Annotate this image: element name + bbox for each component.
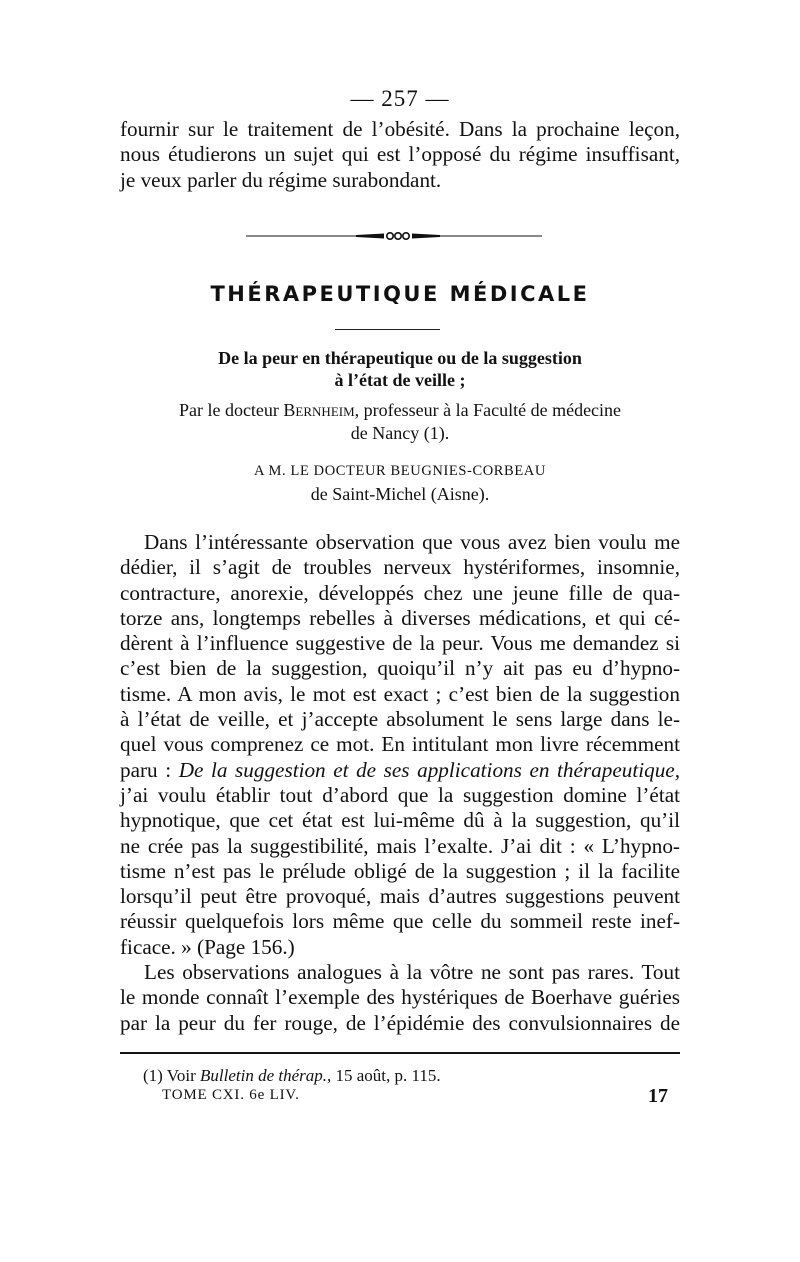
text-line: torze ans, longtemps rebelles à diverses médications, et qui cé- (120, 605, 680, 630)
intro-paragraph (120, 117, 680, 193)
author-name: Bernheim (283, 400, 355, 420)
text-line: hypnotique, que cet état est lui-même dû à la suggestion, qu’il (120, 808, 680, 833)
article-title-continued: à l’état de veille ; (334, 370, 466, 390)
text-line: à l’état de veille, et j’accepte absolument le sens large dans le- (120, 707, 680, 732)
text-line: fournir sur le traitement de l’obésité. Dans la prochaine leçon, (120, 117, 680, 141)
footnote-suffix: , 15 août, p. 115. (327, 1066, 441, 1085)
text-line: nous étudierons un sujet qui est l’opposé du régime insuffisant, (120, 142, 680, 167)
text-line: ne crée pas la suggestibilité, mais l’exalte. J’ai dit : « L’hypno- (120, 833, 680, 858)
text-line: dèrent à l’influence suggestive de la peur. Vous me demandez si (120, 631, 680, 656)
text-line: lorsqu’il peut être provoqué, mais d’autres suggestions peuvent (120, 884, 680, 909)
body-paragraph-1 (120, 530, 680, 1036)
tome-line: TOME CXI. 6e LIV. (162, 1087, 300, 1103)
text-line: ficace. » (Page 156.) (120, 934, 295, 959)
divider (335, 329, 440, 330)
book-title: De la suggestion et de ses applications en thérapeutique, (178, 757, 680, 782)
page-number: — 257 — (350, 86, 450, 111)
ornament-divider-icon (246, 232, 542, 240)
byline-suffix: , professeur à la Faculté de médecine (354, 400, 622, 420)
footnote-prefix: (1) Voir (143, 1066, 200, 1085)
text-line: réussir quelquefois lors même que celle du sommeil reste inef- (120, 909, 680, 934)
text-line-with-book-title (120, 758, 680, 783)
dedication-place: de Saint-Michel (Aisne). (310, 484, 490, 504)
byline (0, 400, 800, 421)
signature-mark: 17 (648, 1085, 668, 1107)
text-line: contracture, anorexie, développés chez une jeune fille de qua- (120, 580, 680, 605)
text-fragment: paru : (120, 757, 179, 782)
text-line: tisme n’est pas le prélude obligé de la suggestion ; il la facilite (120, 858, 680, 883)
article-title: De la peur en thérapeutique ou de la suggestion (218, 348, 582, 368)
text-line: quel vous comprenez ce mot. En intitulant mon livre récemment (120, 732, 680, 757)
text-line: j’ai voulu établir tout d’abord que la suggestion domine l’état (120, 782, 680, 807)
text-line: par la peur du fer rouge, de l’épidémie des convulsionnaires de (120, 1010, 680, 1035)
section-title: THÉRAPEUTIQUE MÉDICALE (210, 282, 590, 306)
text-line: dédier, il s’agit de troubles nerveux hystériformes, insomnie, (120, 555, 680, 580)
text-line: le monde connaît l’exemple des hystériques de Boerhave guéries (120, 985, 680, 1010)
text-line: je veux parler du régime surabondant. (120, 167, 442, 192)
text-line: c’est bien de la suggestion, quoiqu’il n’y ait pas eu d’hypno- (120, 656, 680, 681)
footnote (143, 1066, 441, 1086)
byline-prefix: Par le docteur (178, 400, 284, 420)
dedication: A M. LE DOCTEUR BEUGNIES-CORBEAU (254, 463, 546, 479)
text-line: Dans l’intéressante observation que vous avez bien voulu me (144, 530, 680, 554)
footnote-journal: Bulletin de thérap. (200, 1066, 328, 1085)
text-line: Les observations analogues à la vôtre ne sont pas rares. Tout (144, 960, 680, 985)
text-line: tisme. A mon avis, le mot est exact ; c’est bien de la suggestion (120, 681, 680, 706)
footnote-divider (120, 1052, 680, 1054)
byline-continued: de Nancy (1). (350, 423, 450, 443)
